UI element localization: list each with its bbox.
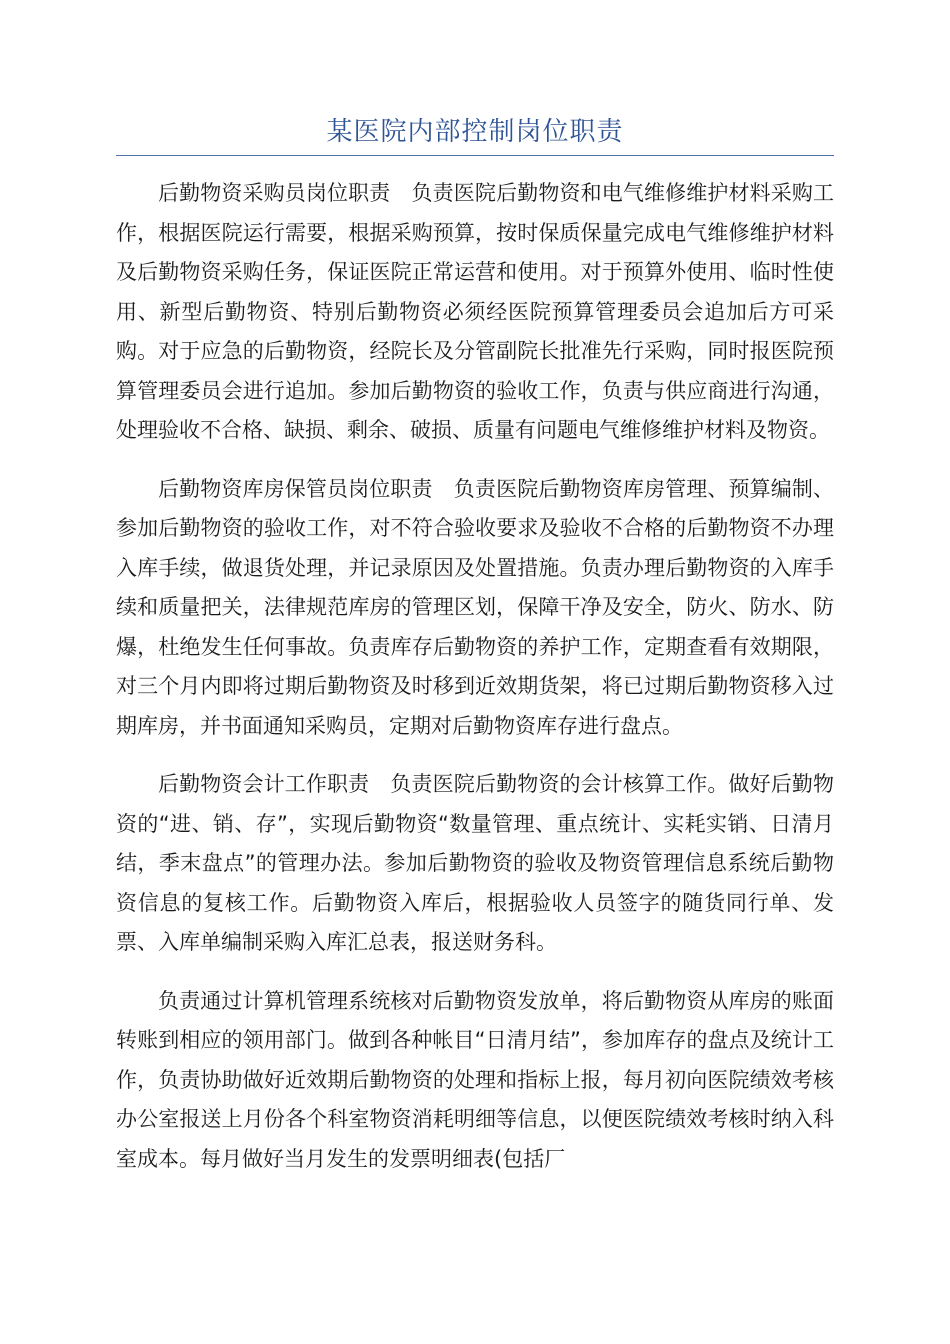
document-title: 某医院内部控制岗位职责 bbox=[326, 117, 624, 147]
title-underline bbox=[116, 155, 834, 156]
paragraph-warehouse-keeper-duties: 后勤物资库房保管员岗位职责 负责医院后勤物资库房管理、预算编制、参加后勤物资的验收工作，对不符合验收要求及验收不合格的后勤物资不办理入库手续，做退货处理，并记录原因及处置措施。负责办理后勤物资的入库手续和质量把关，法律规范库房的管理区划，保障干净及安全，防火、防水、防爆，杜绝发生任何事故。负责库存后勤物资的养护工作，定期查看有效期限，对三个月内即将过期后勤物资及时移到近效期货架，将已过期后勤物资移入过期库房，并书面通知采购员，定期对后勤物资库存进行盘点。 bbox=[116, 476, 834, 738]
paragraph-accountant-duties: 后勤物资会计工作职责 负责医院后勤物资的会计核算工作。做好后勤物资的“进、销、存”，实现后勤物资“数量管理、重点统计、实耗实销、日清月结，季末盘点”的管理办法。参加后勤物资的验收及物资管理信息系统后勤物资信息的复核工作。后勤物资入库后，根据验收人员签字的随货同行单、发票、入库单编制采购入库汇总表，报送财务科。 bbox=[116, 772, 834, 954]
paragraph-system-reconciliation: 负责通过计算机管理系统核对后勤物资发放单，将后勤物资从库房的账面转账到相应的领用部门。做到各种帐目“日清月结”，参加库存的盘点及统计工作，负责协助做好近效期后勤物资的处理和指标上报，每月初向医院绩效考核办公室报送上月份各个科室物资消耗明细等信息，以便医院绩效考核时纳入科室成本。每月做好当月发生的发票明细表(包括厂 bbox=[116, 988, 834, 1171]
document-body bbox=[116, 174, 834, 1198]
paragraph-procurement-duties: 后勤物资采购员岗位职责 负责医院后勤物资和电气维修维护材料采购工作，根据医院运行需要，根据采购预算，按时保质保量完成电气维修维护材料及后勤物资采购任务，保证医院正常运营和使用。对于预算外使用、临时性使用、新型后勤物资、特别后勤物资必须经医院预算管理委员会追加后方可采购。对于应急的后勤物资，经院长及分管副院长批准先行采购，同时报医院预算管理委员会进行追加。参加后勤物资的验收工作，负责与供应商进行沟通，处理验收不合格、缺损、剩余、破损、质量有问题电气维修维护材料及物资。 bbox=[116, 181, 834, 442]
